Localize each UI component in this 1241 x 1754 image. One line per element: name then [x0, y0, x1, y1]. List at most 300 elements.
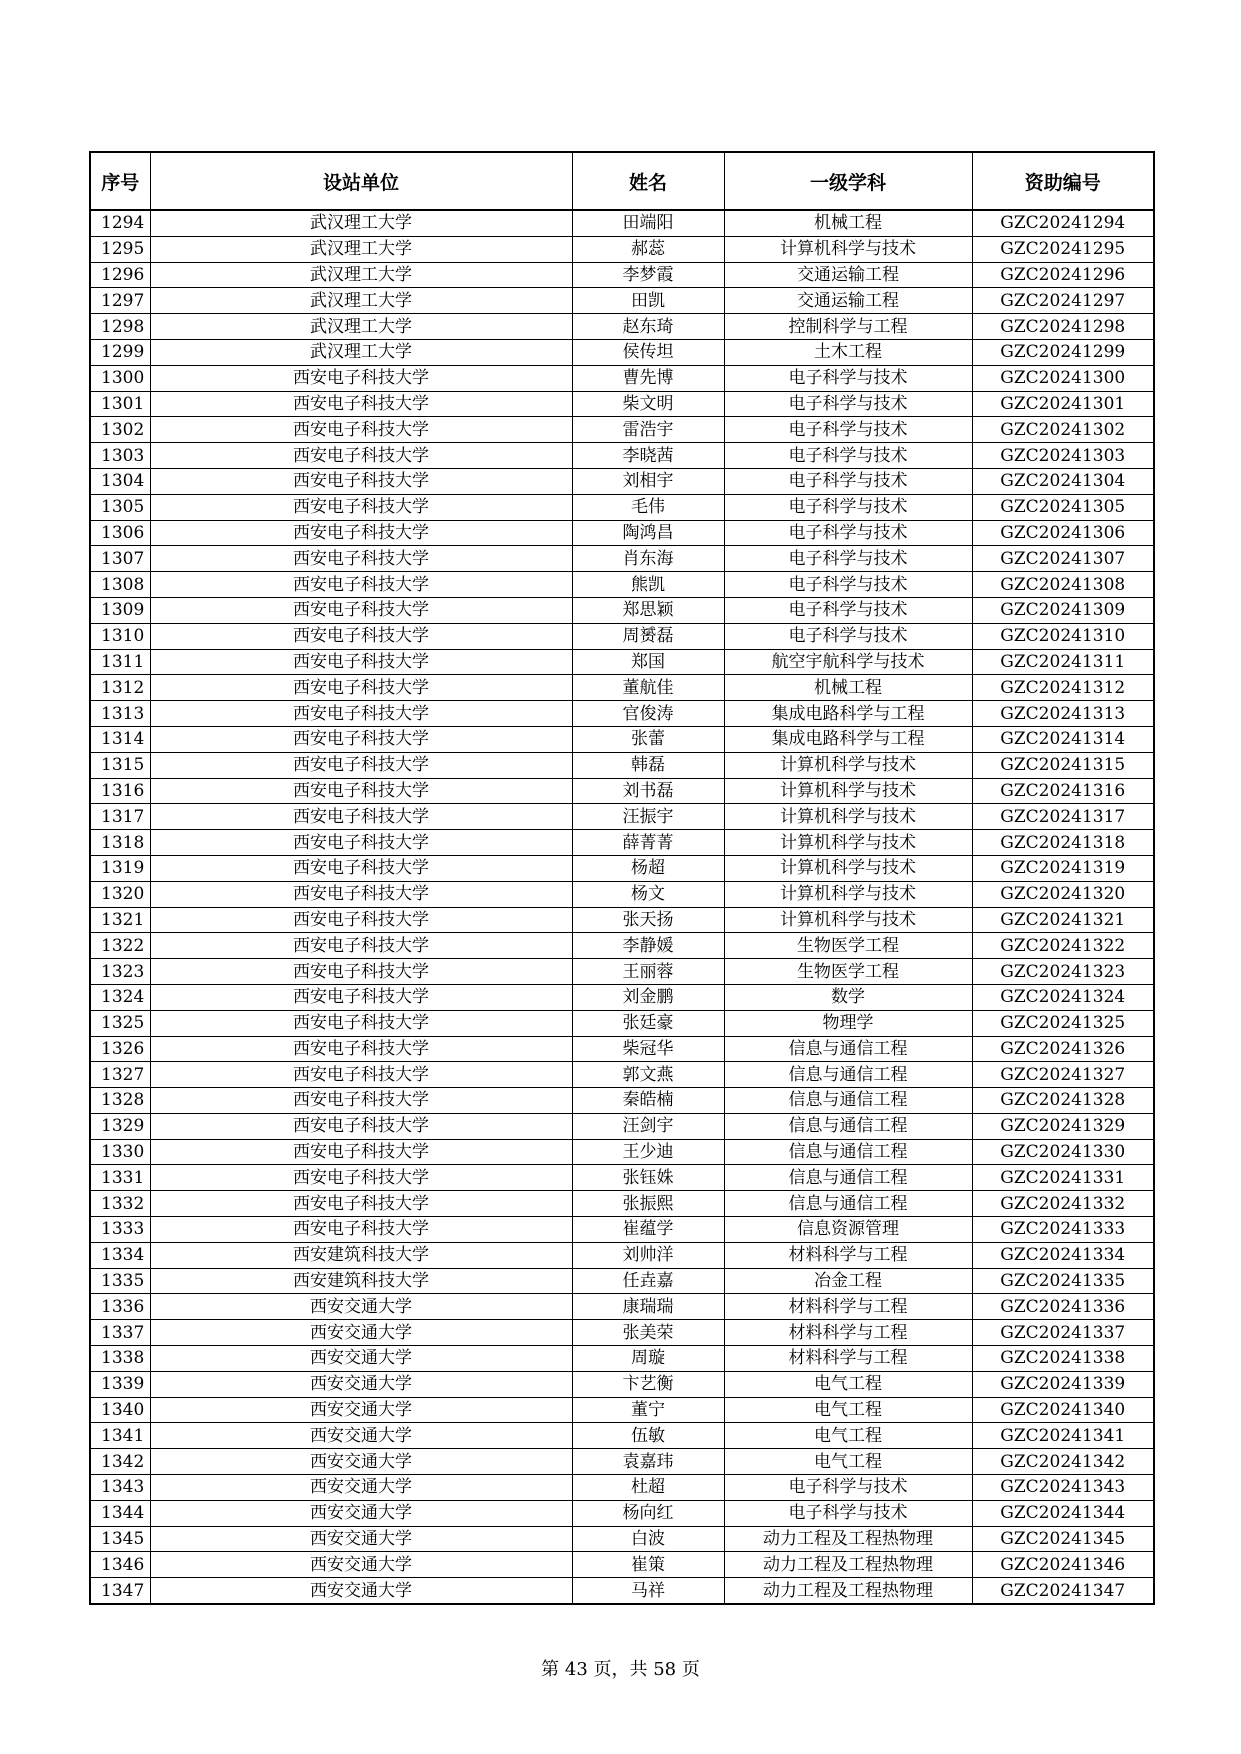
cell-grant-id: GZC20241323: [972, 959, 1154, 985]
cell-institution: 西安交通大学: [150, 1346, 572, 1372]
cell-grant-id: GZC20241320: [972, 881, 1154, 907]
cell-discipline: 物理学: [724, 1010, 972, 1036]
table-row: [90, 1010, 1154, 1036]
table-row: [90, 365, 1154, 391]
cell-name: 张廷豪: [572, 1010, 724, 1036]
page-footer: 第 43 页，共 58 页: [541, 1659, 700, 1680]
header-row: [90, 152, 1154, 210]
cell-grant-id: GZC20241328: [972, 1088, 1154, 1114]
cell-grant-id: GZC20241298: [972, 314, 1154, 340]
table-row: [90, 468, 1154, 494]
cell-grant-id: GZC20241317: [972, 804, 1154, 830]
cell-index: 1347: [90, 1578, 150, 1604]
cell-index: 1327: [90, 1062, 150, 1088]
cell-institution: 西安电子科技大学: [150, 1088, 572, 1114]
cell-index: 1298: [90, 314, 150, 340]
header-institution: 设站单位: [150, 152, 572, 210]
table-row: [90, 1423, 1154, 1449]
cell-grant-id: GZC20241331: [972, 1165, 1154, 1191]
cell-discipline: 电气工程: [724, 1371, 972, 1397]
cell-discipline: 电子科学与技术: [724, 1475, 972, 1501]
cell-index: 1308: [90, 572, 150, 598]
cell-grant-id: GZC20241347: [972, 1578, 1154, 1604]
table-row: [90, 1217, 1154, 1243]
cell-index: 1323: [90, 959, 150, 985]
cell-discipline: 电子科学与技术: [724, 572, 972, 598]
cell-index: 1300: [90, 365, 150, 391]
cell-grant-id: GZC20241302: [972, 417, 1154, 443]
table-row: [90, 1500, 1154, 1526]
cell-discipline: 信息与通信工程: [724, 1165, 972, 1191]
cell-discipline: 动力工程及工程热物理: [724, 1526, 972, 1552]
cell-grant-id: GZC20241306: [972, 520, 1154, 546]
cell-institution: 西安交通大学: [150, 1578, 572, 1604]
cell-grant-id: GZC20241342: [972, 1449, 1154, 1475]
cell-grant-id: GZC20241336: [972, 1294, 1154, 1320]
cell-index: 1328: [90, 1088, 150, 1114]
cell-grant-id: GZC20241299: [972, 339, 1154, 365]
cell-discipline: 电气工程: [724, 1449, 972, 1475]
table-row: [90, 1578, 1154, 1604]
cell-institution: 西安电子科技大学: [150, 1217, 572, 1243]
cell-discipline: 计算机科学与技术: [724, 752, 972, 778]
cell-name: 刘金鹏: [572, 984, 724, 1010]
cell-discipline: 计算机科学与技术: [724, 804, 972, 830]
table-row: [90, 1062, 1154, 1088]
cell-grant-id: GZC20241308: [972, 572, 1154, 598]
cell-institution: 西安电子科技大学: [150, 1062, 572, 1088]
cell-index: 1294: [90, 210, 150, 236]
table-row: [90, 881, 1154, 907]
cell-discipline: 计算机科学与技术: [724, 907, 972, 933]
cell-name: 马祥: [572, 1578, 724, 1604]
cell-name: 崔策: [572, 1552, 724, 1578]
cell-discipline: 电子科学与技术: [724, 597, 972, 623]
cell-institution: 西安交通大学: [150, 1500, 572, 1526]
cell-grant-id: GZC20241344: [972, 1500, 1154, 1526]
cell-name: 杨向红: [572, 1500, 724, 1526]
cell-grant-id: GZC20241329: [972, 1113, 1154, 1139]
cell-institution: 西安电子科技大学: [150, 572, 572, 598]
cell-grant-id: GZC20241295: [972, 236, 1154, 262]
table-row: [90, 1088, 1154, 1114]
cell-discipline: 计算机科学与技术: [724, 236, 972, 262]
cell-grant-id: GZC20241340: [972, 1397, 1154, 1423]
cell-discipline: 机械工程: [724, 675, 972, 701]
cell-name: 董航佳: [572, 675, 724, 701]
cell-name: 李静媛: [572, 933, 724, 959]
table-row: [90, 984, 1154, 1010]
cell-discipline: 航空宇航科学与技术: [724, 649, 972, 675]
header-grant-id: 资助编号: [972, 152, 1154, 210]
cell-discipline: 计算机科学与技术: [724, 855, 972, 881]
cell-discipline: 交通运输工程: [724, 288, 972, 314]
cell-institution: 西安交通大学: [150, 1475, 572, 1501]
cell-institution: 西安交通大学: [150, 1371, 572, 1397]
table-row: [90, 752, 1154, 778]
cell-grant-id: GZC20241333: [972, 1217, 1154, 1243]
cell-grant-id: GZC20241326: [972, 1036, 1154, 1062]
cell-index: 1316: [90, 778, 150, 804]
cell-grant-id: GZC20241330: [972, 1139, 1154, 1165]
cell-name: 柴文明: [572, 391, 724, 417]
cell-index: 1304: [90, 468, 150, 494]
cell-institution: 西安交通大学: [150, 1294, 572, 1320]
cell-grant-id: GZC20241335: [972, 1268, 1154, 1294]
table-row: [90, 520, 1154, 546]
cell-grant-id: GZC20241325: [972, 1010, 1154, 1036]
cell-grant-id: GZC20241314: [972, 726, 1154, 752]
cell-index: 1336: [90, 1294, 150, 1320]
table-row: [90, 443, 1154, 469]
table-row: [90, 1320, 1154, 1346]
table-row: [90, 597, 1154, 623]
cell-grant-id: GZC20241322: [972, 933, 1154, 959]
table-row: [90, 933, 1154, 959]
cell-discipline: 信息与通信工程: [724, 1191, 972, 1217]
table-row: [90, 236, 1154, 262]
cell-index: 1344: [90, 1500, 150, 1526]
cell-name: 赵东琦: [572, 314, 724, 340]
cell-index: 1307: [90, 546, 150, 572]
cell-discipline: 材料科学与工程: [724, 1346, 972, 1372]
cell-name: 刘相宇: [572, 468, 724, 494]
cell-index: 1335: [90, 1268, 150, 1294]
cell-grant-id: GZC20241345: [972, 1526, 1154, 1552]
table-row: [90, 1397, 1154, 1423]
cell-name: 周赟磊: [572, 623, 724, 649]
table-row: [90, 778, 1154, 804]
table-row: [90, 1475, 1154, 1501]
cell-discipline: 计算机科学与技术: [724, 830, 972, 856]
cell-name: 熊凯: [572, 572, 724, 598]
cell-name: 刘书磊: [572, 778, 724, 804]
cell-institution: 西安电子科技大学: [150, 830, 572, 856]
cell-discipline: 电子科学与技术: [724, 1500, 972, 1526]
cell-grant-id: GZC20241337: [972, 1320, 1154, 1346]
cell-index: 1345: [90, 1526, 150, 1552]
cell-institution: 西安电子科技大学: [150, 365, 572, 391]
cell-grant-id: GZC20241316: [972, 778, 1154, 804]
cell-index: 1312: [90, 675, 150, 701]
cell-grant-id: GZC20241310: [972, 623, 1154, 649]
cell-name: 任垚嘉: [572, 1268, 724, 1294]
cell-index: 1337: [90, 1320, 150, 1346]
cell-discipline: 信息与通信工程: [724, 1139, 972, 1165]
table-row: [90, 210, 1154, 236]
cell-institution: 武汉理工大学: [150, 288, 572, 314]
cell-index: 1320: [90, 881, 150, 907]
cell-discipline: 材料科学与工程: [724, 1320, 972, 1346]
cell-name: 伍敏: [572, 1423, 724, 1449]
table-row: [90, 572, 1154, 598]
cell-index: 1296: [90, 262, 150, 288]
cell-discipline: 电子科学与技术: [724, 546, 972, 572]
cell-discipline: 计算机科学与技术: [724, 778, 972, 804]
table-row: [90, 494, 1154, 520]
cell-name: 张天扬: [572, 907, 724, 933]
cell-institution: 西安电子科技大学: [150, 494, 572, 520]
table-row: [90, 1139, 1154, 1165]
cell-institution: 西安电子科技大学: [150, 855, 572, 881]
cell-index: 1326: [90, 1036, 150, 1062]
cell-index: 1324: [90, 984, 150, 1010]
cell-institution: 西安电子科技大学: [150, 1113, 572, 1139]
cell-index: 1325: [90, 1010, 150, 1036]
cell-grant-id: GZC20241341: [972, 1423, 1154, 1449]
cell-institution: 西安交通大学: [150, 1449, 572, 1475]
cell-name: 张美荣: [572, 1320, 724, 1346]
cell-index: 1302: [90, 417, 150, 443]
cell-discipline: 信息与通信工程: [724, 1062, 972, 1088]
cell-discipline: 机械工程: [724, 210, 972, 236]
cell-index: 1332: [90, 1191, 150, 1217]
cell-institution: 西安电子科技大学: [150, 546, 572, 572]
cell-index: 1331: [90, 1165, 150, 1191]
cell-institution: 西安电子科技大学: [150, 778, 572, 804]
cell-discipline: 动力工程及工程热物理: [724, 1578, 972, 1604]
cell-name: 秦皓楠: [572, 1088, 724, 1114]
cell-index: 1295: [90, 236, 150, 262]
table-row: [90, 959, 1154, 985]
cell-institution: 西安电子科技大学: [150, 417, 572, 443]
cell-index: 1310: [90, 623, 150, 649]
cell-institution: 西安电子科技大学: [150, 520, 572, 546]
cell-index: 1343: [90, 1475, 150, 1501]
cell-index: 1329: [90, 1113, 150, 1139]
cell-grant-id: GZC20241334: [972, 1242, 1154, 1268]
table-row: [90, 1346, 1154, 1372]
roster-table: [89, 151, 1155, 1605]
table-row: [90, 623, 1154, 649]
cell-grant-id: GZC20241321: [972, 907, 1154, 933]
cell-institution: 西安电子科技大学: [150, 1191, 572, 1217]
cell-grant-id: GZC20241301: [972, 391, 1154, 417]
table-row: [90, 262, 1154, 288]
cell-institution: 西安建筑科技大学: [150, 1242, 572, 1268]
cell-grant-id: GZC20241315: [972, 752, 1154, 778]
cell-institution: 西安交通大学: [150, 1526, 572, 1552]
cell-grant-id: GZC20241312: [972, 675, 1154, 701]
table-row: [90, 804, 1154, 830]
cell-grant-id: GZC20241296: [972, 262, 1154, 288]
cell-index: 1306: [90, 520, 150, 546]
cell-discipline: 电子科学与技术: [724, 417, 972, 443]
cell-institution: 西安建筑科技大学: [150, 1268, 572, 1294]
cell-institution: 西安电子科技大学: [150, 752, 572, 778]
cell-name: 张蕾: [572, 726, 724, 752]
cell-institution: 西安电子科技大学: [150, 1010, 572, 1036]
cell-discipline: 电气工程: [724, 1397, 972, 1423]
cell-discipline: 数学: [724, 984, 972, 1010]
cell-discipline: 电子科学与技术: [724, 494, 972, 520]
table-row: [90, 1449, 1154, 1475]
cell-discipline: 信息与通信工程: [724, 1088, 972, 1114]
cell-discipline: 电子科学与技术: [724, 365, 972, 391]
cell-discipline: 材料科学与工程: [724, 1294, 972, 1320]
cell-institution: 西安电子科技大学: [150, 468, 572, 494]
cell-index: 1299: [90, 339, 150, 365]
cell-institution: 西安电子科技大学: [150, 984, 572, 1010]
cell-grant-id: GZC20241313: [972, 701, 1154, 727]
cell-grant-id: GZC20241300: [972, 365, 1154, 391]
cell-grant-id: GZC20241297: [972, 288, 1154, 314]
cell-name: 曹先博: [572, 365, 724, 391]
cell-name: 陶鸿昌: [572, 520, 724, 546]
table-row: [90, 830, 1154, 856]
cell-institution: 西安电子科技大学: [150, 701, 572, 727]
cell-institution: 西安电子科技大学: [150, 1165, 572, 1191]
cell-index: 1334: [90, 1242, 150, 1268]
cell-grant-id: GZC20241304: [972, 468, 1154, 494]
table-row: [90, 907, 1154, 933]
table-row: [90, 1552, 1154, 1578]
cell-name: 薛菁菁: [572, 830, 724, 856]
table-row: [90, 1113, 1154, 1139]
cell-index: 1340: [90, 1397, 150, 1423]
table-row: [90, 701, 1154, 727]
cell-index: 1317: [90, 804, 150, 830]
cell-discipline: 动力工程及工程热物理: [724, 1552, 972, 1578]
header-index: 序号: [90, 152, 150, 210]
cell-name: 王丽蓉: [572, 959, 724, 985]
cell-index: 1314: [90, 726, 150, 752]
cell-name: 肖东海: [572, 546, 724, 572]
cell-discipline: 冶金工程: [724, 1268, 972, 1294]
cell-index: 1297: [90, 288, 150, 314]
cell-name: 白波: [572, 1526, 724, 1552]
cell-institution: 西安电子科技大学: [150, 959, 572, 985]
cell-grant-id: GZC20241307: [972, 546, 1154, 572]
cell-index: 1341: [90, 1423, 150, 1449]
cell-name: 卞艺衡: [572, 1371, 724, 1397]
cell-index: 1301: [90, 391, 150, 417]
cell-name: 韩磊: [572, 752, 724, 778]
table-row: [90, 1268, 1154, 1294]
cell-name: 汪振宇: [572, 804, 724, 830]
cell-grant-id: GZC20241305: [972, 494, 1154, 520]
cell-institution: 西安交通大学: [150, 1320, 572, 1346]
cell-discipline: 土木工程: [724, 339, 972, 365]
table-row: [90, 314, 1154, 340]
table-row: [90, 546, 1154, 572]
cell-name: 侯传坦: [572, 339, 724, 365]
cell-index: 1333: [90, 1217, 150, 1243]
cell-institution: 西安电子科技大学: [150, 881, 572, 907]
cell-name: 刘帅洋: [572, 1242, 724, 1268]
table-row: [90, 1371, 1154, 1397]
cell-institution: 武汉理工大学: [150, 236, 572, 262]
cell-index: 1321: [90, 907, 150, 933]
cell-institution: 武汉理工大学: [150, 339, 572, 365]
cell-institution: 西安电子科技大学: [150, 804, 572, 830]
cell-discipline: 电子科学与技术: [724, 468, 972, 494]
cell-index: 1313: [90, 701, 150, 727]
cell-grant-id: GZC20241327: [972, 1062, 1154, 1088]
table-row: [90, 1165, 1154, 1191]
cell-index: 1309: [90, 597, 150, 623]
cell-index: 1338: [90, 1346, 150, 1372]
cell-institution: 西安电子科技大学: [150, 649, 572, 675]
cell-name: 李梦霞: [572, 262, 724, 288]
cell-name: 李晓茜: [572, 443, 724, 469]
cell-discipline: 控制科学与工程: [724, 314, 972, 340]
cell-name: 毛伟: [572, 494, 724, 520]
table-row: [90, 1036, 1154, 1062]
cell-name: 董宁: [572, 1397, 724, 1423]
cell-name: 袁嘉玮: [572, 1449, 724, 1475]
cell-institution: 西安电子科技大学: [150, 391, 572, 417]
cell-name: 田端阳: [572, 210, 724, 236]
cell-index: 1342: [90, 1449, 150, 1475]
table-row: [90, 1242, 1154, 1268]
cell-name: 雷浩宇: [572, 417, 724, 443]
table-row: [90, 391, 1154, 417]
cell-grant-id: GZC20241324: [972, 984, 1154, 1010]
cell-grant-id: GZC20241346: [972, 1552, 1154, 1578]
header-discipline: 一级学科: [724, 152, 972, 210]
cell-discipline: 生物医学工程: [724, 933, 972, 959]
cell-grant-id: GZC20241318: [972, 830, 1154, 856]
table-row: [90, 1526, 1154, 1552]
cell-index: 1319: [90, 855, 150, 881]
cell-discipline: 电气工程: [724, 1423, 972, 1449]
cell-discipline: 集成电路科学与工程: [724, 726, 972, 752]
cell-name: 张钰姝: [572, 1165, 724, 1191]
table-row: [90, 417, 1154, 443]
cell-index: 1318: [90, 830, 150, 856]
cell-name: 杨文: [572, 881, 724, 907]
table-row: [90, 1294, 1154, 1320]
table-body: [90, 210, 1154, 1604]
cell-name: 崔蕴学: [572, 1217, 724, 1243]
table-row: [90, 339, 1154, 365]
table-row: [90, 1191, 1154, 1217]
cell-institution: 西安交通大学: [150, 1552, 572, 1578]
cell-institution: 西安电子科技大学: [150, 933, 572, 959]
cell-index: 1330: [90, 1139, 150, 1165]
cell-discipline: 集成电路科学与工程: [724, 701, 972, 727]
cell-institution: 西安电子科技大学: [150, 726, 572, 752]
cell-grant-id: GZC20241309: [972, 597, 1154, 623]
cell-name: 王少迪: [572, 1139, 724, 1165]
cell-grant-id: GZC20241339: [972, 1371, 1154, 1397]
cell-discipline: 电子科学与技术: [724, 391, 972, 417]
cell-name: 郑国: [572, 649, 724, 675]
cell-index: 1346: [90, 1552, 150, 1578]
cell-institution: 西安电子科技大学: [150, 1036, 572, 1062]
cell-name: 官俊涛: [572, 701, 724, 727]
cell-institution: 西安交通大学: [150, 1423, 572, 1449]
cell-institution: 西安电子科技大学: [150, 623, 572, 649]
header-name: 姓名: [572, 152, 724, 210]
cell-name: 柴冠华: [572, 1036, 724, 1062]
cell-discipline: 交通运输工程: [724, 262, 972, 288]
cell-grant-id: GZC20241332: [972, 1191, 1154, 1217]
cell-institution: 西安电子科技大学: [150, 675, 572, 701]
cell-grant-id: GZC20241294: [972, 210, 1154, 236]
cell-discipline: 信息与通信工程: [724, 1036, 972, 1062]
cell-name: 周璇: [572, 1346, 724, 1372]
cell-name: 郑思颖: [572, 597, 724, 623]
cell-name: 郝蕊: [572, 236, 724, 262]
table-row: [90, 855, 1154, 881]
table-row: [90, 726, 1154, 752]
cell-index: 1311: [90, 649, 150, 675]
cell-name: 田凯: [572, 288, 724, 314]
cell-grant-id: GZC20241303: [972, 443, 1154, 469]
cell-discipline: 电子科学与技术: [724, 623, 972, 649]
